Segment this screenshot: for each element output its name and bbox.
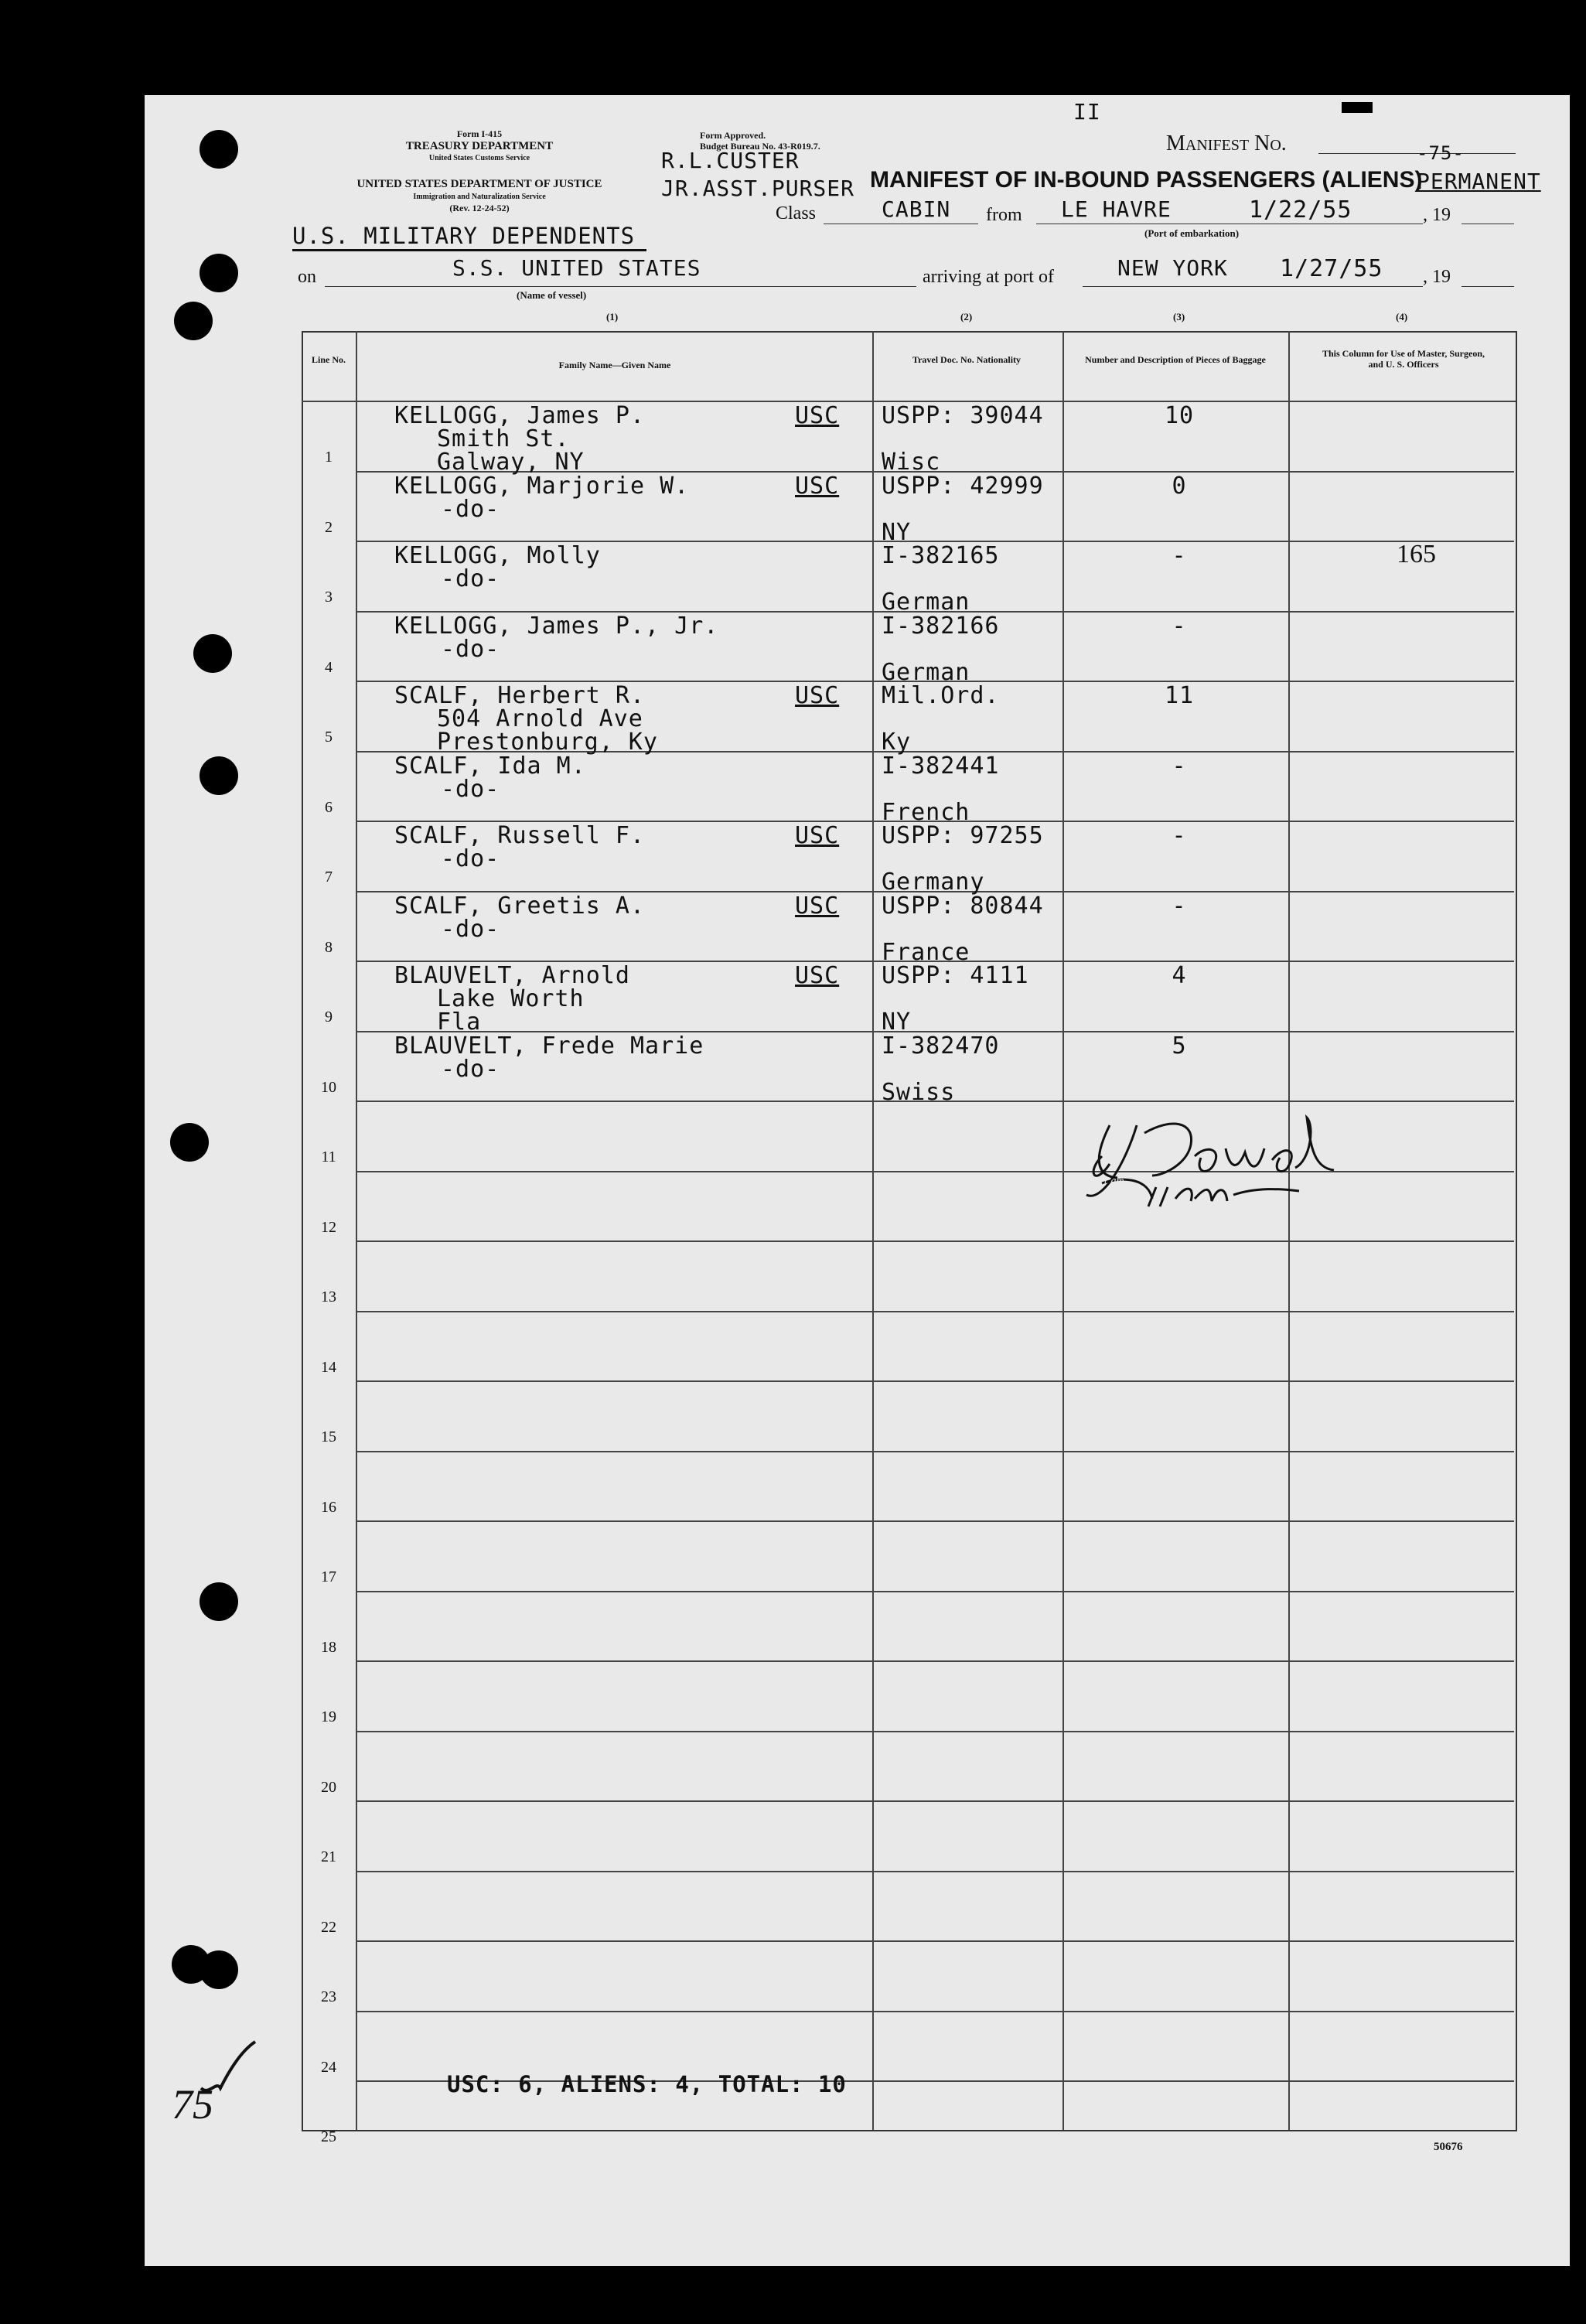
- citizenship-status: USC: [795, 682, 840, 709]
- passenger-name: BLAUVELT, Arnold: [394, 962, 630, 989]
- row-divider: [356, 1800, 1514, 1802]
- line-number: 6: [325, 798, 333, 816]
- row-divider: [356, 1940, 1514, 1942]
- passenger-address-line1: -do-: [441, 915, 500, 943]
- punch-hole: [200, 254, 238, 292]
- name-header: Family Name—Given Name: [558, 360, 671, 370]
- baggage-header: Number and Description of Pieces of Baggage: [1085, 354, 1266, 365]
- officer-note: 165: [1397, 540, 1436, 568]
- citizenship-status: USC: [795, 822, 840, 849]
- punch-hole: [170, 1123, 209, 1162]
- form-approved: Form Approved.: [700, 130, 766, 141]
- line-number: 7: [325, 869, 333, 886]
- from-date: 1/22/55: [1249, 196, 1352, 224]
- row-divider: [356, 1240, 1514, 1242]
- signature-text: L J Dowd: [1090, 1114, 1133, 1125]
- nationality: NY: [882, 518, 912, 546]
- margin-check: [197, 2034, 259, 2104]
- row-divider: [356, 1380, 1514, 1382]
- arrival-year: , 19: [1423, 267, 1451, 287]
- passenger-name: BLAUVELT, Frede Marie: [394, 1032, 704, 1060]
- baggage-count: 10: [1164, 402, 1195, 429]
- from-year: , 19: [1423, 205, 1451, 225]
- line-number: 18: [321, 1638, 336, 1656]
- passenger-name: SCALF, Russell F.: [394, 822, 646, 849]
- passenger-name: SCALF, Greetis A.: [394, 892, 646, 920]
- row-divider: [356, 1451, 1514, 1452]
- travel-document: I-382165: [882, 542, 1000, 569]
- row-divider: [356, 1660, 1514, 1662]
- passenger-address-line1: -do-: [441, 845, 500, 872]
- baggage-count: -: [1172, 892, 1187, 920]
- punch-hole: [200, 756, 238, 795]
- baggage-col-divider: [1288, 331, 1290, 2130]
- manifest-no-label: Manifest No.: [1166, 131, 1287, 155]
- margin-mark: 75: [172, 2081, 213, 2128]
- travel-document: USPP: 39044: [882, 402, 1044, 429]
- baggage-count: -: [1172, 822, 1187, 849]
- citizenship-status: USC: [795, 962, 840, 989]
- passenger-name: SCALF, Ida M.: [394, 752, 586, 780]
- line-number: 24: [321, 2058, 336, 2076]
- passenger-name: KELLOGG, James P., Jr.: [394, 612, 719, 640]
- col4-number: (4): [1396, 311, 1408, 322]
- line-number: 2: [325, 518, 333, 536]
- passenger-address-line1: -do-: [441, 775, 500, 803]
- arrival-year-line: [1462, 286, 1514, 287]
- baggage-count: -: [1172, 752, 1187, 780]
- department: TREASURY DEPARTMENT: [405, 140, 554, 152]
- nationality: German: [882, 589, 970, 616]
- travel-document: USPP: 97255: [882, 822, 1044, 849]
- line-number: 8: [325, 938, 333, 956]
- line-number: 4: [325, 658, 333, 676]
- line-number: 22: [321, 1918, 336, 1936]
- group-heading: U.S. MILITARY DEPENDENTS: [292, 223, 636, 249]
- passenger-address-line2: Prestonburg, Ky: [437, 729, 658, 756]
- arrival-date: 1/27/55: [1280, 255, 1383, 282]
- travel-document: I-382166: [882, 612, 1000, 640]
- line-col-divider: [356, 331, 357, 2130]
- row-divider: [356, 1520, 1514, 1522]
- nationality: France: [882, 938, 970, 966]
- arrival-line: [1083, 286, 1423, 287]
- baggage-count: 4: [1172, 962, 1187, 989]
- passenger-address-line2: Fla: [437, 1008, 482, 1036]
- row-divider: [356, 1731, 1514, 1732]
- port-caption: (Port of embarkation): [1144, 227, 1240, 239]
- passenger-address-line1: Smith St.: [437, 425, 570, 452]
- passenger-name: KELLOGG, James P.: [394, 402, 646, 429]
- passenger-address-line1: 504 Arnold Ave: [437, 705, 643, 732]
- vessel-name: S.S. UNITED STATES: [452, 255, 701, 281]
- line-number: 21: [321, 1848, 336, 1865]
- from-port: LE HAVRE: [1061, 196, 1172, 222]
- baggage-count: -: [1172, 612, 1187, 640]
- line-number: 20: [321, 1778, 336, 1796]
- justice-department: UNITED STATES DEPARTMENT OF JUSTICE: [356, 178, 602, 190]
- nationality: Ky: [882, 729, 912, 756]
- from-label: from: [986, 205, 1022, 225]
- travel-document: I-382441: [882, 752, 1000, 780]
- travel-document: USPP: 80844: [882, 892, 1044, 920]
- name-col-divider: [872, 331, 874, 2130]
- punch-hole: [174, 302, 213, 340]
- punch-hole: [200, 130, 238, 169]
- line-number: 10: [321, 1078, 336, 1096]
- row-divider: [356, 1311, 1514, 1312]
- line-number: 9: [325, 1008, 333, 1025]
- line-number: 19: [321, 1708, 336, 1725]
- travel-doc-header: Travel Doc. No. Nationality: [912, 354, 1022, 365]
- permanent-stamp: PERMANENT: [1417, 169, 1541, 194]
- officers-header: This Column for Use of Master, Surgeon, and U. S. Officers: [1322, 348, 1485, 370]
- corner-mark: [1342, 102, 1373, 113]
- line-number: 13: [321, 1288, 336, 1305]
- travel-document: USPP: 4111: [882, 962, 1029, 989]
- passenger-name: KELLOGG, Molly: [394, 542, 601, 569]
- manifest-no: -75-: [1417, 142, 1465, 164]
- punch-hole: [200, 1582, 238, 1621]
- line-number: 17: [321, 1568, 336, 1585]
- line-number: 16: [321, 1498, 336, 1516]
- baggage-count: -: [1172, 542, 1187, 569]
- citizenship-status: USC: [795, 402, 840, 429]
- purser-title: JR.ASST.PURSER: [661, 176, 855, 201]
- baggage-count: 11: [1164, 682, 1195, 709]
- customs-service: United States Customs Service: [428, 154, 530, 162]
- passenger-address-line1: -do-: [441, 635, 500, 663]
- line-number: 12: [321, 1218, 336, 1236]
- baggage-count: 0: [1172, 472, 1187, 500]
- class-value: CABIN: [882, 196, 951, 222]
- vessel-line: [325, 286, 916, 287]
- passenger-address-line1: -do-: [441, 1055, 500, 1083]
- passenger-name: SCALF, Herbert R.: [394, 682, 646, 709]
- punch-hole: [200, 1950, 238, 1989]
- travel-document: Mil.Ord.: [882, 682, 1000, 709]
- row-divider: [356, 1871, 1514, 1872]
- form-number: Form I-415: [456, 128, 503, 139]
- nationality: German: [882, 658, 970, 686]
- line-no-header: Line No.: [311, 354, 346, 365]
- col2-number: (2): [960, 311, 973, 322]
- on-label: on: [298, 267, 316, 287]
- citizenship-status: USC: [795, 892, 840, 920]
- passenger-address-line1: -do-: [441, 495, 500, 523]
- punch-hole: [193, 634, 232, 673]
- group-heading-underline: [292, 249, 646, 251]
- row-divider: [356, 2011, 1514, 2012]
- col1-number: (1): [606, 311, 619, 322]
- line-number: 11: [321, 1148, 336, 1165]
- nationality: Swiss: [882, 1078, 956, 1106]
- vessel-caption: (Name of vessel): [517, 289, 587, 301]
- line-number: 5: [325, 729, 333, 746]
- arrival-port: NEW YORK: [1117, 255, 1228, 281]
- travel-document: I-382470: [882, 1032, 1000, 1060]
- passenger-name: KELLOGG, Marjorie W.: [394, 472, 690, 500]
- doc-col-divider: [1062, 331, 1064, 2130]
- footer-number: 50676: [1434, 2141, 1463, 2153]
- nationality: Wisc: [882, 449, 941, 476]
- line-number: 1: [325, 449, 333, 466]
- budget-bureau: Budget Bureau No. 43-R019.7.: [700, 141, 820, 152]
- line-number: 25: [321, 2128, 336, 2145]
- nationality: Germany: [882, 869, 985, 896]
- row-divider: [356, 1591, 1514, 1592]
- baggage-count: 5: [1172, 1032, 1187, 1060]
- mark-ii: II: [1073, 99, 1101, 125]
- summary-totals: USC: 6, ALIENS: 4, TOTAL: 10: [447, 2071, 847, 2097]
- arriving-label: arriving at port of: [923, 267, 1054, 287]
- manifest-title: MANIFEST OF IN-BOUND PASSENGERS (ALIENS): [870, 167, 1423, 193]
- passenger-address-line2: Galway, NY: [437, 449, 585, 476]
- nationality: NY: [882, 1008, 912, 1036]
- line-number: 14: [321, 1358, 336, 1376]
- passenger-address-line1: Lake Worth: [437, 985, 585, 1012]
- class-label: Class: [776, 203, 817, 224]
- line-number: 23: [321, 1988, 336, 2005]
- ins-service: Immigration and Naturalization Service: [413, 193, 546, 201]
- revision-date: (Rev. 12-24-52): [449, 203, 510, 213]
- signature-time: 11 am: [1098, 1176, 1124, 1187]
- citizenship-status: USC: [795, 472, 840, 500]
- col3-number: (3): [1173, 311, 1185, 322]
- travel-document: USPP: 42999: [882, 472, 1044, 500]
- line-number: 3: [325, 589, 333, 606]
- line-number: 15: [321, 1428, 336, 1445]
- passenger-address-line1: -do-: [441, 565, 500, 592]
- nationality: French: [882, 798, 970, 826]
- purser-name: R.L.CUSTER: [661, 148, 800, 173]
